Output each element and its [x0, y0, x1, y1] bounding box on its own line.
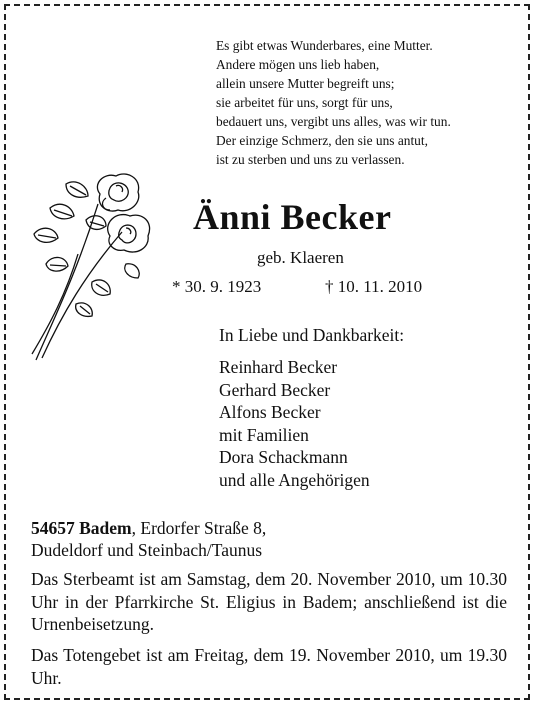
poem-line: sie arbeitet für uns, sorgt für uns,	[216, 95, 393, 110]
address-line-1	[31, 517, 266, 539]
mourner: Dora Schackmann	[219, 447, 348, 467]
poem-line: Andere mögen uns lieb haben,	[216, 57, 380, 72]
funeral-mass-info: Das Sterbeamt ist am Samstag, dem 20. November 2010, um 10.30 Uhr in der Pfarrkirche St. Eligius in Badem; anschließend ist die Urnenbeisetzung.	[31, 569, 507, 634]
thanks-line: In Liebe und Dankbarkeit:	[219, 325, 405, 345]
poem	[216, 36, 451, 169]
life-dates	[172, 276, 423, 298]
death-date: † 10. 11. 2010	[325, 277, 423, 296]
address-street: , Erdorfer Straße 8,	[131, 518, 267, 538]
roses-icon	[26, 164, 158, 364]
mourners-list	[219, 356, 370, 491]
birth-date: * 30. 9. 1923	[172, 277, 262, 296]
poem-line: allein unsere Mutter begreift uns;	[216, 76, 395, 91]
prayer-info: Das Totengebet ist am Freitag, dem 19. November 2010, um 19.30 Uhr.	[31, 645, 507, 688]
poem-line: ist zu sterben und uns zu verlassen.	[216, 152, 405, 167]
poem-line: Es gibt etwas Wunderbares, eine Mutter.	[216, 38, 433, 53]
poem-line: bedauert uns, vergibt uns alles, was wir tun.	[216, 114, 451, 129]
address-block	[31, 517, 266, 561]
mourner: mit Familien	[219, 424, 309, 445]
mourner: Gerhard Becker	[219, 379, 331, 400]
mourner: Reinhard Becker	[219, 357, 338, 377]
address-place: 54657 Badem	[31, 518, 132, 538]
address-line-2: Dudeldorf und Steinbach/Taunus	[31, 540, 263, 560]
poem-line: Der einzige Schmerz, den sie uns antut,	[216, 133, 428, 148]
mourner: und alle Angehörigen	[219, 469, 370, 490]
deceased-name: Änni Becker	[193, 197, 392, 237]
mourner: Alfons Becker	[219, 402, 321, 422]
maiden-name: geb. Klaeren	[257, 248, 344, 267]
